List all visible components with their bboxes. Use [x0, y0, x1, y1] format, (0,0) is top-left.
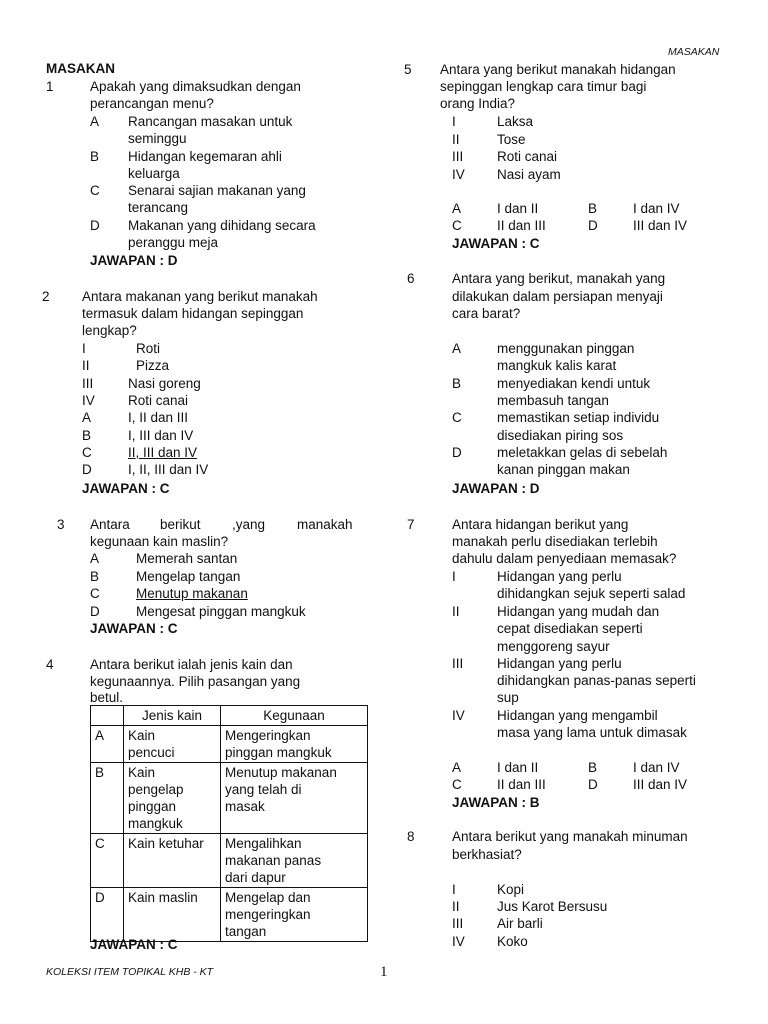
table-header-cell [91, 706, 124, 726]
kain-table [90, 705, 368, 942]
question-number: 8 [407, 829, 415, 844]
option-text: keluarga [128, 166, 180, 181]
item-text: Roti canai [128, 393, 189, 408]
cell-line: mengeringkan [225, 907, 311, 922]
roman-numeral: II [82, 358, 90, 373]
cell-line: pinggan mangkuk [225, 745, 332, 760]
item-text: Kopi [497, 882, 525, 897]
option-letter: D [90, 604, 100, 619]
cell-line: Kain [128, 765, 156, 780]
table-row [91, 888, 368, 942]
option-letter: B [452, 376, 462, 391]
option-text: I dan II [497, 201, 539, 216]
option-letter: C [90, 183, 100, 198]
option-letter: A [452, 341, 462, 356]
question-stem: orang India? [440, 96, 516, 111]
option-letter: A [90, 114, 100, 129]
roman-numeral: I [82, 341, 86, 356]
running-header: MASAKAN [668, 46, 720, 58]
cell-line: Mengelap dan [225, 890, 311, 905]
answer-key: JAWAPAN : D [90, 253, 178, 268]
table-cell-guna [221, 726, 368, 763]
item-text: Roti canai [497, 149, 558, 164]
option-text: memastikan setiap individu [497, 410, 660, 425]
cell-line: Mengalihkan [225, 836, 302, 851]
option-text: II dan III [497, 218, 546, 233]
item-text: Tose [497, 132, 526, 147]
question-number: 2 [42, 289, 50, 304]
item-text: Nasi ayam [497, 167, 561, 182]
question-stem-word: Antara [90, 517, 130, 532]
option-text: Makanan yang dihidang secara [128, 218, 316, 233]
option-letter: A [452, 760, 462, 775]
question-stem: dahulu dalam penyediaan memasak? [452, 551, 677, 566]
question-stem: kegunaannya. Pilih pasangan yang [90, 674, 301, 689]
question-stem: perancangan menu? [90, 96, 214, 111]
answer-key: JAWAPAN : C [82, 481, 170, 496]
item-text: Pizza [136, 358, 170, 373]
option-text: seminggu [128, 131, 187, 146]
option-text: kanan pinggan makan [497, 462, 630, 477]
option-letter: D [588, 218, 598, 233]
option-text: meletakkan gelas di sebelah [497, 445, 668, 460]
footer-text: KOLEKSI ITEM TOPIKAL KHB - KT [46, 966, 214, 978]
roman-numeral: IV [452, 708, 465, 723]
roman-numeral: II [452, 604, 460, 619]
table-header-row [91, 706, 368, 726]
option-text: Hidangan kegemaran ahli [128, 149, 282, 164]
table-cell-kain [124, 888, 221, 942]
item-text: Hidangan yang perlu [497, 656, 622, 671]
item-text: Hidangan yang perlu [497, 569, 622, 584]
question-number: 6 [407, 271, 415, 286]
cell-line: masak [225, 799, 265, 814]
roman-numeral: I [452, 114, 456, 129]
section-title: MASAKAN [46, 61, 115, 76]
option-text: membasuh tangan [497, 393, 609, 408]
question-stem: Antara berikut yang manakah minuman [452, 829, 688, 844]
option-text: I, III dan IV [128, 428, 194, 443]
table-cell-kain [124, 726, 221, 763]
roman-numeral: III [452, 916, 464, 931]
answer-key: JAWAPAN : C [90, 937, 178, 952]
option-letter: C [452, 410, 462, 425]
option-text: I dan II [497, 760, 539, 775]
option-text-underlined: II, III dan IV [128, 445, 198, 460]
table-cell-letter: D [91, 888, 124, 942]
answer-key: JAWAPAN : C [90, 621, 178, 636]
roman-numeral: I [452, 569, 456, 584]
item-text: Hidangan yang mudah dan [497, 604, 660, 619]
option-letter: C [452, 218, 462, 233]
item-text: Roti [136, 341, 161, 356]
item-text: Laksa [497, 114, 534, 129]
answer-key: JAWAPAN : C [452, 236, 540, 251]
roman-numeral: I [452, 882, 456, 897]
question-stem: lengkap? [82, 323, 137, 338]
question-stem: Apakah yang dimaksudkan dengan [90, 79, 301, 94]
option-letter: D [452, 445, 462, 460]
question-stem-word: manakah [297, 517, 353, 532]
question-number: 3 [57, 517, 65, 532]
item-text: sup [497, 690, 519, 705]
roman-numeral: II [452, 899, 460, 914]
question-stem: manakah perlu disediakan terlebih [452, 534, 658, 549]
roman-numeral: III [452, 149, 464, 164]
page-number: 1 [380, 964, 388, 980]
option-text: menyediakan kendi untuk [497, 376, 651, 391]
cell-line: Kain ketuhar [128, 836, 204, 851]
option-text: disediakan piring sos [497, 428, 624, 443]
option-letter: A [90, 551, 100, 566]
question-stem: dilakukan dalam persiapan menyaji [452, 289, 663, 304]
option-letter: D [588, 777, 598, 792]
roman-numeral: IV [452, 167, 465, 182]
question-stem-word: berikut [160, 517, 201, 532]
option-text: Mengesat pinggan mangkuk [136, 604, 306, 619]
table-cell-letter: C [91, 834, 124, 888]
cell-line: Kain [128, 728, 156, 743]
table-cell-guna [221, 763, 368, 834]
option-text: I, II, III dan IV [128, 462, 209, 477]
option-letter: A [452, 201, 462, 216]
option-text: menggunakan pinggan [497, 341, 635, 356]
option-text: Senarai sajian makanan yang [128, 183, 306, 198]
option-text-underlined: Menutup makanan [136, 586, 248, 601]
cell-line: Menutup makanan [225, 765, 337, 780]
roman-numeral: II [452, 132, 460, 147]
roman-numeral: IV [82, 393, 95, 408]
question-number: 7 [407, 517, 415, 532]
question-stem: Antara makanan yang berikut manakah [82, 289, 318, 304]
item-text: Jus Karot Bersusu [497, 899, 608, 914]
option-text: I dan IV [633, 201, 680, 216]
option-letter: A [82, 410, 92, 425]
item-text: Koko [497, 934, 528, 949]
option-letter: B [588, 760, 598, 775]
option-text: peranggu meja [128, 235, 219, 250]
option-letter: B [90, 149, 100, 164]
option-text: I, II dan III [128, 410, 189, 425]
item-text: Hidangan yang mengambil [497, 708, 658, 723]
item-text: masa yang lama untuk dimasak [497, 725, 687, 740]
item-text: Air barli [497, 916, 543, 931]
question-number: 5 [404, 62, 412, 77]
question-stem: Antara hidangan berikut yang [452, 517, 629, 532]
table-cell-letter: B [91, 763, 124, 834]
cell-line: yang telah di [225, 782, 302, 797]
table-row [91, 726, 368, 763]
question-stem: Antara berikut ialah jenis kain dan [90, 657, 293, 672]
cell-line: makanan panas [225, 853, 322, 868]
table-row [91, 834, 368, 888]
item-text: dihidangkan sejuk seperti salad [497, 586, 686, 601]
option-letter: C [82, 445, 92, 460]
cell-line: tangan [225, 924, 267, 939]
question-stem: cara barat? [452, 306, 521, 321]
roman-numeral: III [452, 656, 464, 671]
option-text: mangkuk kalis karat [497, 358, 617, 373]
question-stem: termasuk dalam hidangan sepinggan [82, 306, 304, 321]
option-letter: B [90, 569, 100, 584]
table-row [91, 763, 368, 834]
option-letter: B [588, 201, 598, 216]
question-stem: Antara yang berikut manakah hidangan [440, 62, 676, 77]
option-letter: C [452, 777, 462, 792]
answer-key: JAWAPAN : B [452, 795, 540, 810]
option-text: I dan IV [633, 760, 680, 775]
item-text: Nasi goreng [128, 376, 201, 391]
cell-line: Mengeringkan [225, 728, 311, 743]
roman-numeral: III [82, 376, 94, 391]
cell-line: mangkuk [128, 816, 183, 831]
option-letter: C [90, 586, 100, 601]
cell-line: pengelap [128, 782, 184, 797]
option-letter: B [82, 428, 92, 443]
table-header-cell: Jenis kain [124, 706, 221, 726]
question-stem: Antara yang berikut, manakah yang [452, 271, 666, 286]
question-stem: kegunaan kain maslin? [90, 534, 229, 549]
cell-line: pencuci [128, 745, 175, 760]
table-cell-kain [124, 763, 221, 834]
item-text: dihidangkan panas-panas seperti [497, 673, 696, 688]
table-cell-guna [221, 834, 368, 888]
answer-key: JAWAPAN : D [452, 481, 540, 496]
table-header-cell: Kegunaan [221, 706, 368, 726]
cell-line: dari dapur [225, 870, 286, 885]
table-cell-guna [221, 888, 368, 942]
item-text: menggoreng sayur [497, 639, 610, 654]
option-text: Rancangan masakan untuk [128, 114, 293, 129]
cell-line: Kain maslin [128, 890, 198, 905]
cell-line: pinggan [128, 799, 177, 814]
question-number: 1 [46, 79, 54, 94]
option-text: II dan III [497, 777, 546, 792]
table-cell-kain [124, 834, 221, 888]
question-stem: sepinggan lengkap cara timur bagi [440, 79, 647, 94]
option-text: Mengelap tangan [136, 569, 241, 584]
option-text: III dan IV [633, 218, 688, 233]
question-stem: berkhasiat? [452, 847, 522, 862]
question-stem: betul. [90, 690, 124, 705]
question-number: 4 [46, 657, 54, 672]
option-text: terancang [128, 200, 189, 215]
roman-numeral: IV [452, 934, 465, 949]
option-letter: D [82, 462, 92, 477]
question-stem-word: ,yang [232, 517, 266, 532]
option-text: III dan IV [633, 777, 688, 792]
item-text: cepat disediakan seperti [497, 621, 643, 636]
option-letter: D [90, 218, 100, 233]
table-cell-letter: A [91, 726, 124, 763]
option-text: Memerah santan [136, 551, 238, 566]
